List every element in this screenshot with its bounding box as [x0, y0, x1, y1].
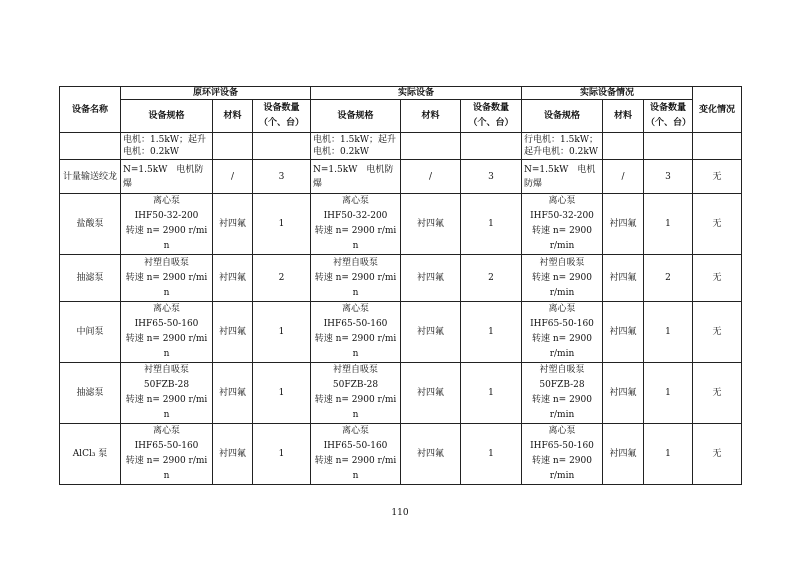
cell-orig-spec: N=1.5kW 电机防 爆 [121, 160, 213, 194]
table-row [60, 133, 742, 160]
cell-act-material: 衬四氟 [401, 424, 461, 485]
group-actual-equipment: 实际设备 [311, 87, 522, 100]
cell-act-material: 衬四氟 [401, 194, 461, 255]
cell-sit-quantity: 1 [644, 302, 693, 363]
cell-name: 中间泵 [60, 302, 121, 363]
cell-orig-quantity: 3 [253, 160, 311, 194]
cell-act-quantity: 2 [461, 255, 522, 302]
cell-act-spec: 衬塑自吸泵 转速 n= 2900 r/min [311, 255, 401, 302]
cell-act-spec: 离心泵 IHF65-50-160 转速 n= 2900 r/min [311, 424, 401, 485]
cell-orig-quantity: 2 [253, 255, 311, 302]
cell-orig-quantity: 1 [253, 424, 311, 485]
table-row [60, 363, 742, 424]
col-change: 变化情况 [693, 87, 742, 133]
cell-change [693, 133, 742, 160]
cell-act-quantity: 1 [461, 424, 522, 485]
table-row [60, 194, 742, 255]
cell-sit-quantity: 1 [644, 363, 693, 424]
cell-sit-material: 衬四氟 [603, 424, 644, 485]
cell-sit-quantity: 2 [644, 255, 693, 302]
cell-change: 无 [693, 160, 742, 194]
cell-orig-spec: 电机：1.5kW；起升 电机：0.2kW [121, 133, 213, 160]
table-row [60, 302, 742, 363]
cell-name: 计量输送绞龙 [60, 160, 121, 194]
cell-orig-spec: 离心泵 IHF65-50-160 转速 n= 2900 r/min [121, 302, 213, 363]
cell-act-quantity: 3 [461, 160, 522, 194]
cell-act-material: / [401, 160, 461, 194]
page-number: 110 [391, 508, 409, 518]
cell-orig-material: 衬四氟 [213, 424, 253, 485]
col-sit-material: 材料 [603, 100, 644, 133]
col-equipment-name: 设备名称 [60, 87, 121, 133]
cell-name: 抽滤泵 [60, 363, 121, 424]
cell-act-quantity [461, 133, 522, 160]
cell-sit-material: 衬四氟 [603, 302, 644, 363]
cell-act-spec: 离心泵 IHF50-32-200 转速 n= 2900 r/min [311, 194, 401, 255]
cell-sit-quantity: 3 [644, 160, 693, 194]
cell-sit-spec: 衬塑自吸泵 转速 n= 2900 r/min [522, 255, 603, 302]
cell-sit-material: 衬四氟 [603, 363, 644, 424]
col-act-material: 材料 [401, 100, 461, 133]
cell-act-spec: 衬塑自吸泵 50FZB-28 转速 n= 2900 r/min [311, 363, 401, 424]
cell-change: 无 [693, 194, 742, 255]
cell-name: 抽滤泵 [60, 255, 121, 302]
cell-change: 无 [693, 302, 742, 363]
col-sit-quantity: 设备数量 （个、台） [644, 100, 693, 133]
cell-orig-material [213, 133, 253, 160]
cell-change: 无 [693, 363, 742, 424]
cell-orig-material: 衬四氟 [213, 302, 253, 363]
cell-name: 盐酸泵 [60, 194, 121, 255]
header-row-columns [60, 100, 742, 133]
col-orig-material: 材料 [213, 100, 253, 133]
col-act-spec: 设备规格 [311, 100, 401, 133]
cell-orig-material: 衬四氟 [213, 255, 253, 302]
col-orig-quantity: 设备数量 （个、台） [253, 100, 311, 133]
cell-act-quantity: 1 [461, 302, 522, 363]
group-original-equipment: 原环评设备 [121, 87, 311, 100]
cell-orig-quantity: 1 [253, 363, 311, 424]
cell-sit-spec: 离心泵 IHF65-50-160 转速 n= 2900 r/min [522, 424, 603, 485]
cell-act-material: 衬四氟 [401, 255, 461, 302]
cell-sit-spec: 离心泵 IHF50-32-200 转速 n= 2900 r/min [522, 194, 603, 255]
cell-act-material: 衬四氟 [401, 302, 461, 363]
cell-name [60, 133, 121, 160]
cell-orig-quantity: 1 [253, 194, 311, 255]
cell-sit-quantity: 1 [644, 194, 693, 255]
table-row [60, 160, 742, 194]
group-actual-situation: 实际设备情况 [522, 87, 693, 100]
cell-sit-spec: N=1.5kW 电机 防爆 [522, 160, 603, 194]
cell-sit-material [603, 133, 644, 160]
cell-change: 无 [693, 255, 742, 302]
cell-act-material: 衬四氟 [401, 363, 461, 424]
cell-act-quantity: 1 [461, 194, 522, 255]
col-orig-spec: 设备规格 [121, 100, 213, 133]
cell-sit-quantity: 1 [644, 424, 693, 485]
cell-orig-material: / [213, 160, 253, 194]
col-sit-spec: 设备规格 [522, 100, 603, 133]
cell-act-spec: N=1.5kW 电机防 爆 [311, 160, 401, 194]
cell-act-quantity: 1 [461, 363, 522, 424]
cell-orig-material: 衬四氟 [213, 194, 253, 255]
cell-orig-spec: 衬塑自吸泵 50FZB-28 转速 n= 2900 r/min [121, 363, 213, 424]
cell-orig-quantity [253, 133, 311, 160]
cell-act-spec: 电机：1.5kW；起升 电机：0.2kW [311, 133, 401, 160]
table-row [60, 424, 742, 485]
cell-name: AlCl₃ 泵 [60, 424, 121, 485]
cell-change: 无 [693, 424, 742, 485]
cell-act-material [401, 133, 461, 160]
equipment-comparison-table [59, 86, 742, 485]
cell-sit-material: 衬四氟 [603, 255, 644, 302]
cell-orig-material: 衬四氟 [213, 363, 253, 424]
cell-act-spec: 离心泵 IHF65-50-160 转速 n= 2900 r/min [311, 302, 401, 363]
table-row [60, 255, 742, 302]
cell-sit-material: / [603, 160, 644, 194]
cell-orig-quantity: 1 [253, 302, 311, 363]
header-row-groups [60, 87, 742, 100]
col-act-quantity: 设备数量 （个、台） [461, 100, 522, 133]
cell-sit-spec: 行电机：1.5kW； 起升电机：0.2kW [522, 133, 603, 160]
cell-sit-quantity [644, 133, 693, 160]
cell-orig-spec: 离心泵 IHF65-50-160 转速 n= 2900 r/min [121, 424, 213, 485]
cell-orig-spec: 衬塑自吸泵 转速 n= 2900 r/min [121, 255, 213, 302]
cell-sit-material: 衬四氟 [603, 194, 644, 255]
cell-sit-spec: 衬塑自吸泵 50FZB-28 转速 n= 2900 r/min [522, 363, 603, 424]
cell-orig-spec: 离心泵 IHF50-32-200 转速 n= 2900 r/min [121, 194, 213, 255]
cell-sit-spec: 离心泵 IHF65-50-160 转速 n= 2900 r/min [522, 302, 603, 363]
